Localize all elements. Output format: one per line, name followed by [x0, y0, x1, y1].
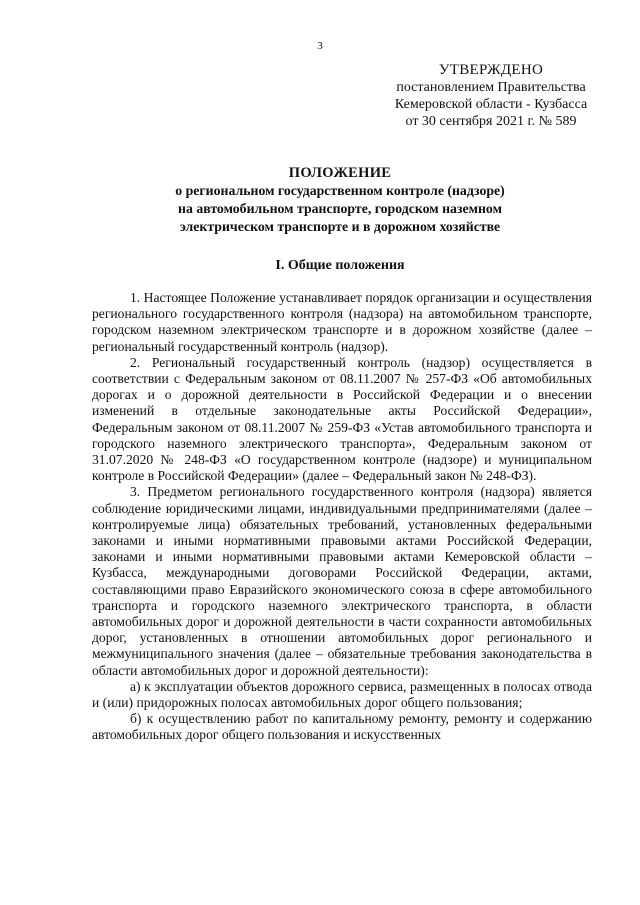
approval-stamp — [380, 62, 602, 130]
approval-line-2: постановлением Правительства — [396, 80, 586, 95]
paragraph: б) к осуществлению работ по капитальному ремонту, ремонту и содержанию автомобильных дорог общего пользования и искусственных — [92, 711, 592, 743]
paragraph: 3. Предметом регионального государственного контроля (надзора) является соблюдение юридическими лицами, индивидуальными предпринимателями (далее – контролируемые лица) обязательных требований, установленных федеральными законами и иными нормативными правовыми актами Российской Федерации, законами и иными нормативными правовыми актами Кемеровской области – Кузбасса, международными договорами Российской Федерации, актами, составляющими право Евразийского экономического союза в сфере автомобильного транспорта и городского наземного электрического транспорта, в области автомобильных дорог и дорожной деятельности в части сохранности автомобильных дорог, установленных в отношении автомобильных дорог регионального и межмуниципального значения (далее – обязательные требования законодательства в области автомобильных дорог и дорожной деятельности): — [92, 484, 592, 678]
title-line-3: электрическом транспорте и в дорожном хозяйстве — [179, 219, 501, 234]
title-line-1: о региональном государственном контроле (надзоре) — [175, 183, 505, 198]
title-line-2: на автомобильном транспорте, городском наземном — [178, 201, 502, 216]
approval-line-1: УТВЕРЖДЕНО — [438, 62, 544, 78]
paragraph: 2. Региональный государственный контроль (надзор) осуществляется в соответствии с Федеральным законом от 08.11.2007 № 257-ФЗ «Об автомобильных дорогах и о дорожной деятельности в Российской Федерации и о внесении изменений в отдельные законодательные акты Российской Федерации», Федеральным законом от 08.11.2007 № 259-ФЗ «Устав автомобильного транспорта и городского наземного электрического транспорта», Федеральным законом от 31.07.2020 № 248-ФЗ «О государственном контроле (надзоре) и муниципальном контроле в Российской Федерации» (далее – Федеральный закон № 248-ФЗ). — [92, 354, 592, 484]
page-number: 3 — [317, 40, 323, 52]
approval-line-4: от 30 сентября 2021 г. № 589 — [405, 114, 577, 129]
paragraph: 1. Настоящее Положение устанавливает порядок организации и осуществления регионального государственного контроля (надзора) на автомобильном транспорте, городском наземном электрическом транспорте и в дорожном хозяйстве (далее – региональный государственный контроль (надзор). — [92, 290, 592, 354]
title-heading: ПОЛОЖЕНИЕ — [288, 165, 392, 181]
section-title: I. Общие положения — [275, 258, 405, 273]
document-title — [90, 164, 590, 236]
paragraph: а) к эксплуатации объектов дорожного сервиса, размещенных в полосах отвода и (или) придорожных полосах автомобильных дорог общего пользования; — [92, 678, 592, 711]
document-body — [92, 290, 592, 744]
approval-line-3: Кемеровской области - Кузбасса — [394, 97, 588, 112]
